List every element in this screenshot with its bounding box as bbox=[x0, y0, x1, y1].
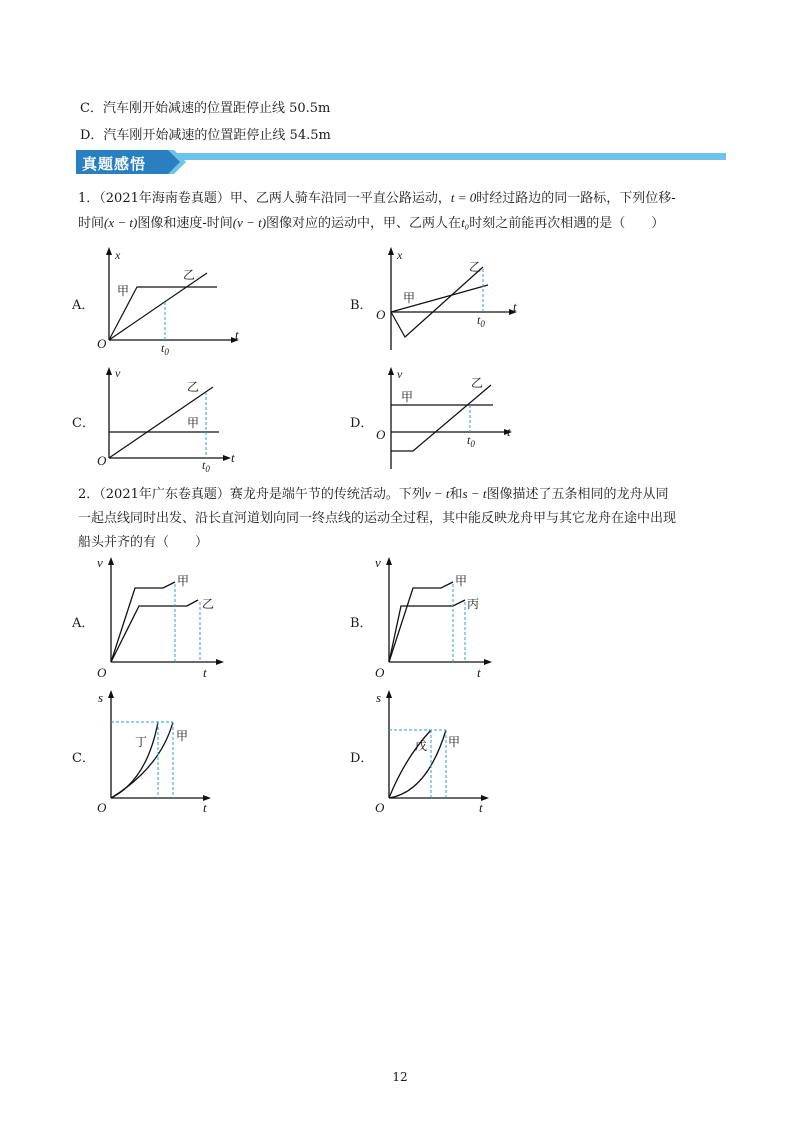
t0-label: $t_0$ bbox=[161, 341, 169, 357]
series-jia-label: 甲 bbox=[401, 390, 414, 404]
y-arrow-icon bbox=[106, 367, 112, 375]
origin-label: O bbox=[376, 427, 386, 442]
x-axis-label: t bbox=[203, 800, 207, 815]
q2-option-d-graph[interactable] bbox=[373, 688, 523, 816]
q2-option-b-label[interactable]: B． bbox=[350, 616, 373, 631]
q2-option-a-graph[interactable] bbox=[95, 555, 245, 680]
section-banner bbox=[76, 150, 726, 174]
t0-label: $t_0$ bbox=[477, 313, 485, 329]
series-yi-label: 乙 bbox=[183, 268, 196, 282]
origin-label: O bbox=[97, 453, 107, 468]
q1-math-t0b: t₀ bbox=[461, 215, 470, 230]
option-d-text: D．汽车刚开始减速的位置距停止线 54.5m bbox=[80, 128, 331, 143]
series-bing bbox=[389, 600, 465, 662]
series-yi-label: 乙 bbox=[471, 376, 484, 390]
y-arrow-icon bbox=[386, 690, 392, 698]
series-jia-label: 甲 bbox=[177, 574, 190, 588]
y-axis-label: v bbox=[375, 555, 381, 570]
y-arrow-icon bbox=[106, 247, 112, 255]
q1-math-vt: (v − t) bbox=[232, 215, 267, 230]
y-arrow-icon bbox=[108, 557, 114, 565]
series-ding bbox=[111, 722, 158, 798]
x-axis-label: t bbox=[203, 665, 207, 680]
q2-option-b-graph[interactable] bbox=[373, 555, 523, 680]
x-arrow-icon bbox=[223, 455, 231, 461]
q1-option-d-label[interactable]: D． bbox=[350, 416, 374, 431]
q2-option-c-graph[interactable] bbox=[95, 688, 245, 816]
q1-math-t0: t = 0 bbox=[450, 190, 477, 205]
page-number: 12 bbox=[392, 1070, 408, 1084]
x-axis-label: t bbox=[507, 424, 511, 439]
origin-label: O bbox=[375, 665, 385, 680]
q1-option-b-graph[interactable] bbox=[373, 245, 523, 355]
x-axis-label: t bbox=[479, 800, 483, 815]
q1-text-2: 时经过路边的同一路标，下列位移- bbox=[476, 191, 676, 206]
question-1 bbox=[78, 186, 730, 236]
q1-option-c-label[interactable]: C． bbox=[72, 416, 95, 431]
q1-option-d-graph[interactable] bbox=[373, 365, 523, 473]
y-axis-label: x bbox=[115, 248, 121, 262]
q1-text-5: 图像对应的运动中，甲、乙两人在 bbox=[266, 216, 462, 231]
q2-option-d-label[interactable]: D． bbox=[350, 751, 374, 766]
q1-text-1: 1．（2021年海南卷真题）甲、乙两人骑车沿同一平直公路运动， bbox=[78, 191, 451, 206]
origin-label: O bbox=[376, 307, 386, 322]
q1-option-c-graph[interactable] bbox=[95, 365, 245, 473]
series-yi-label: 乙 bbox=[469, 260, 482, 274]
q2-text-5: 船头并齐的有（ ） bbox=[78, 535, 209, 550]
series-jia bbox=[389, 582, 453, 662]
x-axis-label: t bbox=[477, 665, 481, 680]
q1-option-b-label[interactable]: B． bbox=[350, 298, 373, 313]
q2-option-a-label[interactable]: A． bbox=[72, 616, 95, 631]
q2-text-2: 和 bbox=[449, 487, 463, 502]
series-yi-label: 乙 bbox=[202, 597, 215, 611]
q2-option-c-label[interactable]: C． bbox=[72, 751, 95, 766]
origin-label: O bbox=[375, 800, 385, 815]
series-jia bbox=[111, 722, 173, 798]
x-axis-label: t bbox=[231, 450, 235, 465]
y-axis-label: x bbox=[397, 248, 403, 262]
series-yi-label: 乙 bbox=[187, 380, 200, 394]
q1-text-3: 时间 bbox=[78, 216, 105, 231]
series-jia-label: 甲 bbox=[176, 729, 189, 743]
y-axis-label: v bbox=[115, 366, 121, 380]
q2-text-1: 2．（2021年广东卷真题）赛龙舟是端午节的传统活动。下列 bbox=[78, 487, 425, 502]
q2-text-4: 一起点线同时出发、沿长直河道划向同一终点线的运动全过程，其中能反映龙舟甲与其它龙舟在途中出现 bbox=[78, 511, 677, 526]
series-ding-label: 丁 bbox=[135, 735, 148, 749]
banner-stripe bbox=[166, 153, 726, 160]
y-arrow-icon bbox=[388, 247, 394, 255]
origin-label: O bbox=[97, 800, 107, 815]
y-axis-label: s bbox=[98, 690, 104, 705]
series-yi bbox=[111, 600, 198, 662]
question-2 bbox=[78, 482, 730, 555]
q1-text-4: 图像和速度-时间 bbox=[137, 216, 233, 231]
q1-math-xt: (x − t) bbox=[104, 215, 138, 230]
q1-text-6: 时刻之前能再次相遇的是（ ） bbox=[469, 216, 665, 231]
series-jia-label: 甲 bbox=[403, 291, 416, 305]
q2-math-st: s − t bbox=[462, 486, 487, 501]
series-jia-label: 甲 bbox=[117, 284, 130, 298]
series-jia-label: 甲 bbox=[455, 574, 468, 588]
x-axis-label: t bbox=[235, 327, 239, 342]
origin-label: O bbox=[97, 665, 107, 680]
x-axis-label: t bbox=[513, 299, 517, 314]
y-arrow-icon bbox=[108, 690, 114, 698]
q2-text-3: 图像描述了五条相同的龙舟从同 bbox=[486, 487, 669, 502]
series-bing-label: 丙 bbox=[467, 597, 480, 611]
t0-label: $t_0$ bbox=[202, 458, 210, 474]
y-arrow-icon bbox=[388, 367, 394, 375]
y-arrow-icon bbox=[386, 557, 392, 565]
q1-option-a-label[interactable]: A． bbox=[72, 298, 95, 313]
x-arrow-icon bbox=[216, 659, 224, 665]
q1-option-a-graph[interactable] bbox=[95, 245, 245, 357]
y-axis-label: v bbox=[397, 367, 403, 381]
y-axis-label: v bbox=[97, 555, 103, 570]
series-jia-label: 甲 bbox=[448, 735, 461, 749]
origin-label: O bbox=[97, 336, 107, 351]
series-wu-label: 戊 bbox=[415, 739, 428, 753]
t0-label: $t_0$ bbox=[467, 433, 475, 449]
series-jia-label: 甲 bbox=[187, 416, 200, 430]
section-title: 真题感悟 bbox=[82, 155, 147, 173]
option-c-text: C．汽车刚开始减速的位置距停止线 50.5m bbox=[80, 101, 331, 116]
series-jia bbox=[111, 582, 175, 662]
q2-math-vt: v − t bbox=[424, 486, 450, 501]
x-arrow-icon bbox=[484, 659, 492, 665]
y-axis-label: s bbox=[376, 690, 382, 705]
